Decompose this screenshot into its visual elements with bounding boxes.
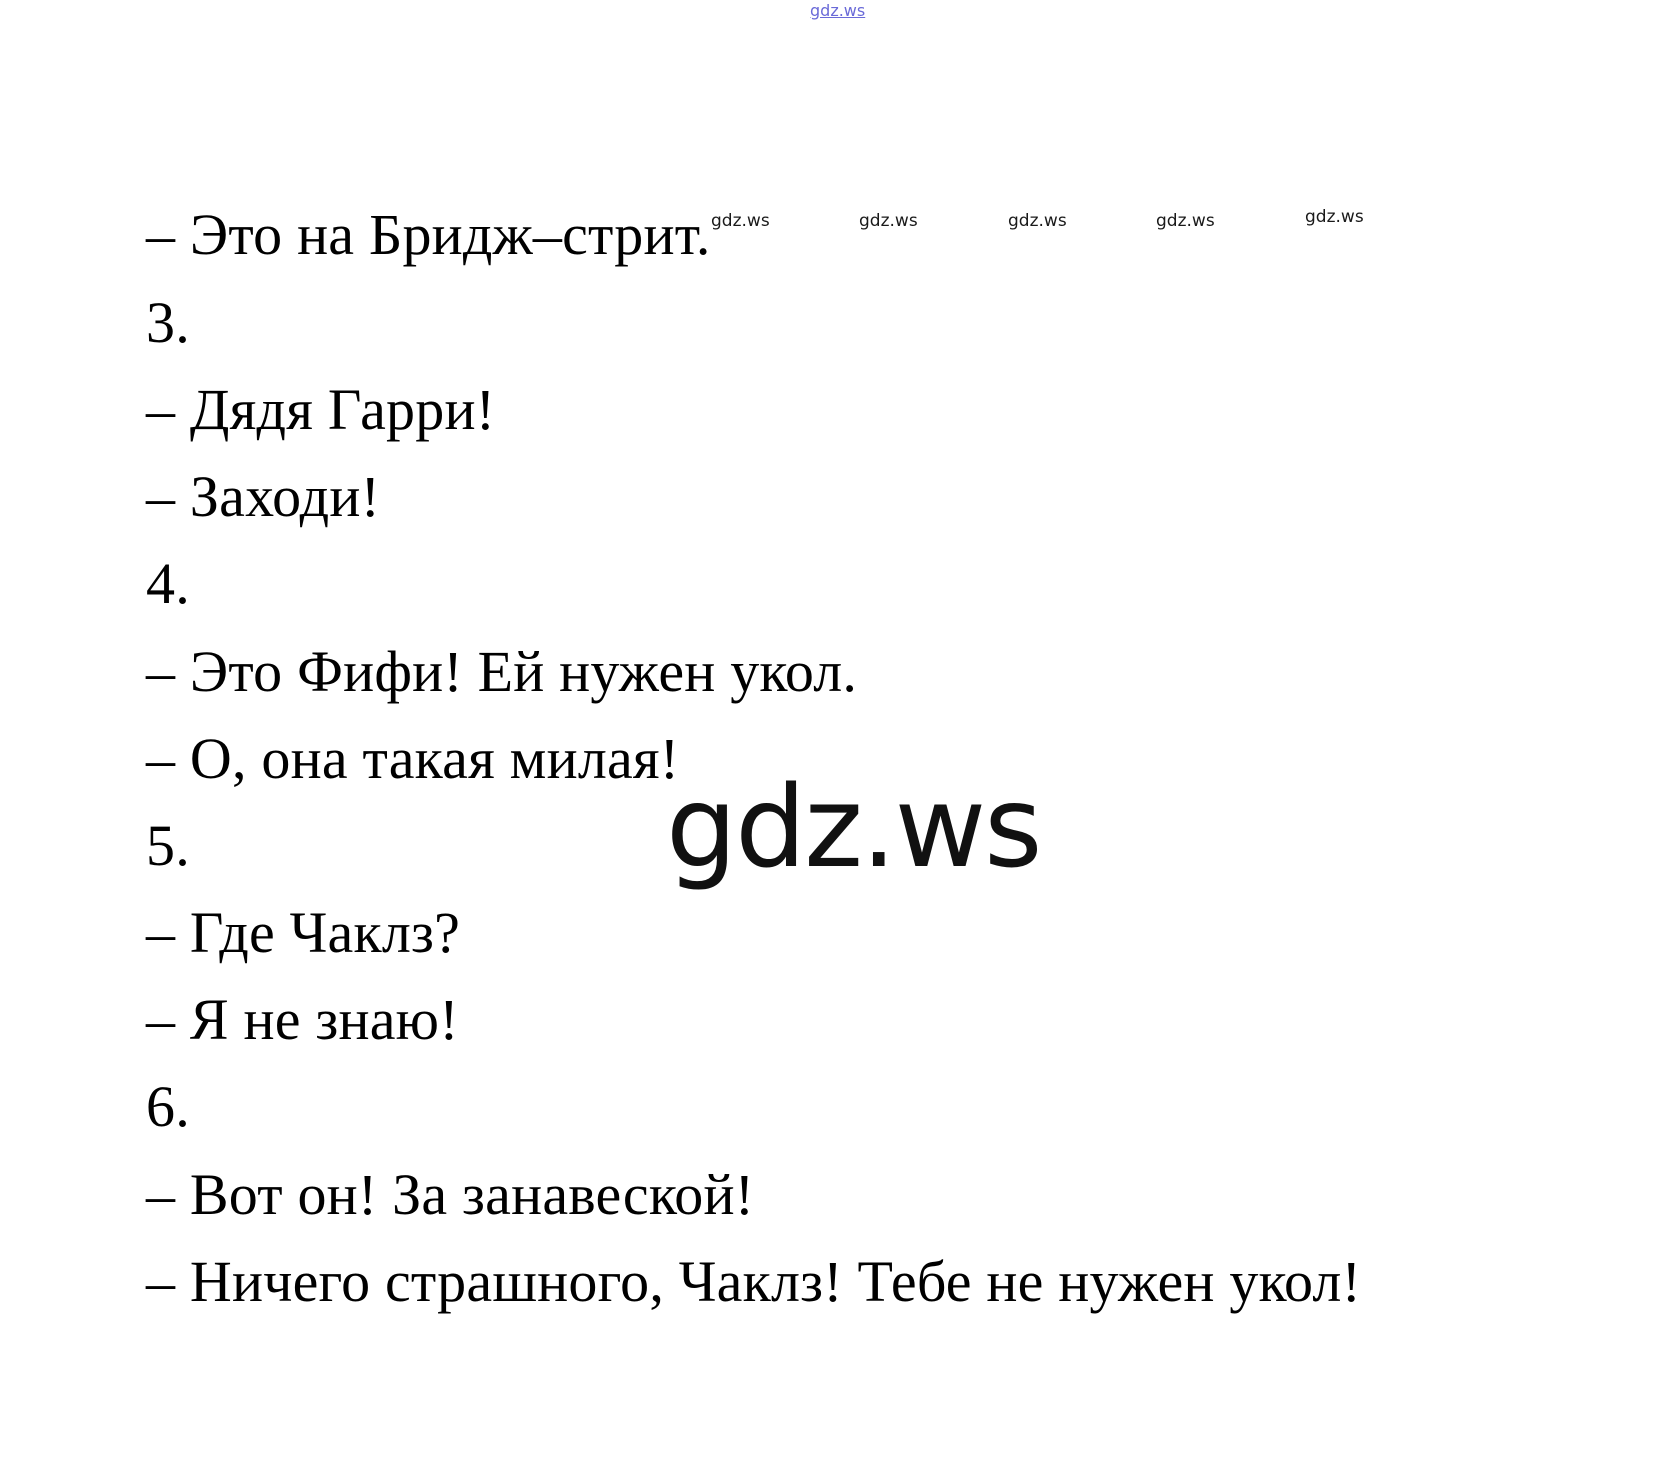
dialogue-line: – Это Фифи! Ей нужен укол. [146,639,858,704]
watermark-center: gdz.ws [666,763,1041,893]
dialogue-line: – Я не знаю! [146,987,459,1052]
dialogue-line: – Вот он! За занавеской! [146,1162,755,1227]
dialogue-line: – Это на Бридж–стрит. [146,202,711,267]
watermark-small: gdz.ws [711,211,770,231]
watermark-small: gdz.ws [1305,207,1364,227]
section-number: 6. [146,1074,190,1139]
watermark-small: gdz.ws [1156,211,1215,231]
dialogue-line: – Дядя Гарри! [146,377,496,442]
watermark-top-link[interactable]: gdz.ws [810,1,866,20]
dialogue-line: – Заходи! [146,464,381,529]
section-number: 5. [146,813,190,878]
section-number: 3. [146,290,190,355]
section-number: 4. [146,551,190,616]
watermark-small: gdz.ws [859,211,918,231]
dialogue-line: – Ничего страшного, Чаклз! Тебе не нужен укол! [146,1249,1362,1314]
dialogue-line: – Где Чаклз? [146,900,461,965]
watermark-small: gdz.ws [1008,211,1067,231]
dialogue-line: – О, она такая милая! [146,726,680,791]
